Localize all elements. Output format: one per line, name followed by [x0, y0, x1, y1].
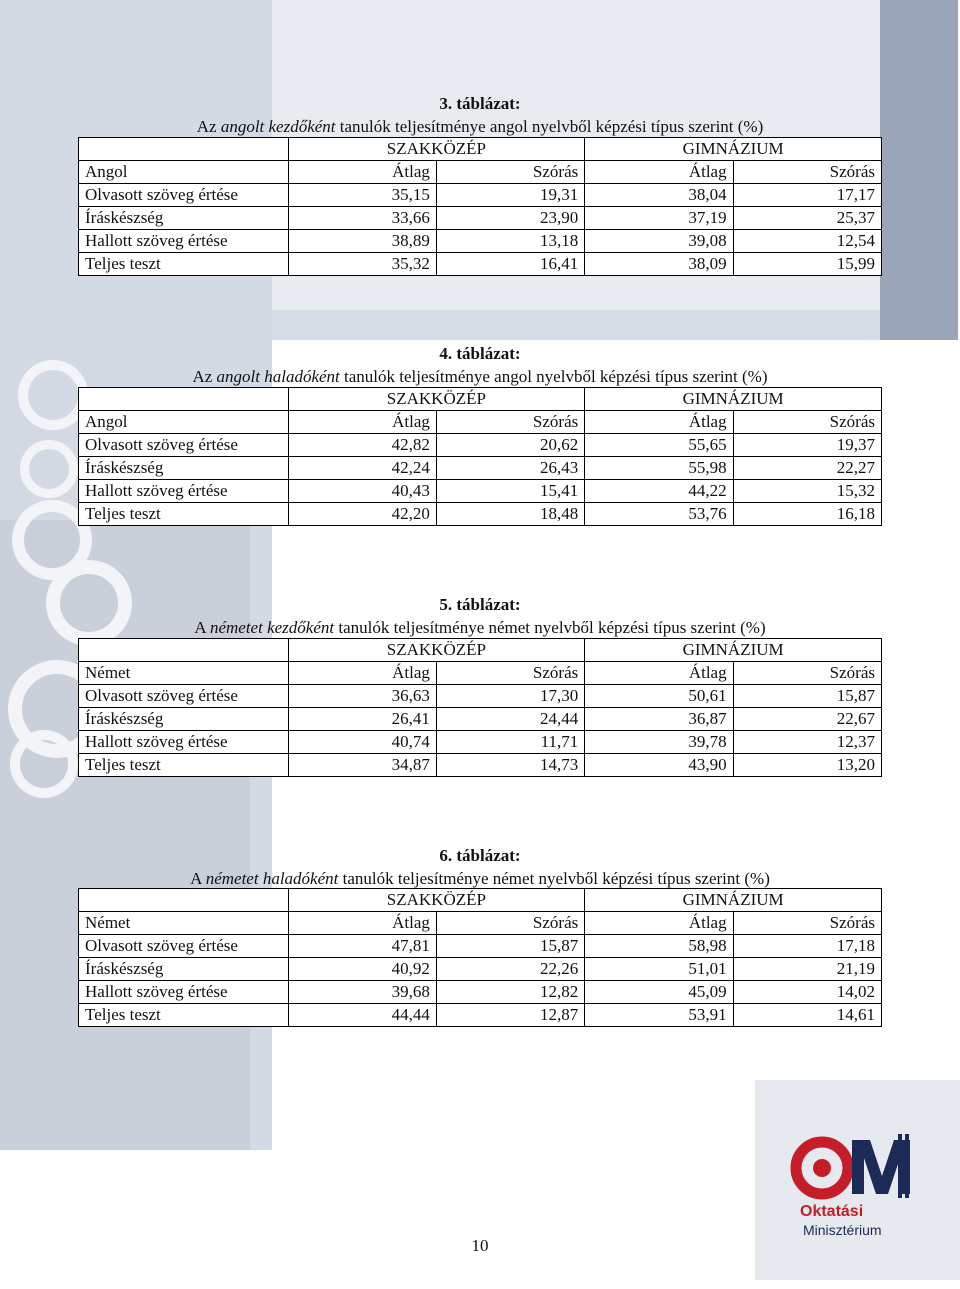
- table-cell: 53,91: [585, 1004, 733, 1027]
- table-cell: 15,99: [733, 253, 881, 276]
- group-header-szakkozep: SZAKKÖZÉP: [288, 388, 585, 411]
- table-cell: 12,37: [733, 731, 881, 754]
- row-label: Olvasott szöveg értése: [79, 434, 289, 457]
- table-cell: 18,48: [436, 503, 584, 526]
- table-cell: 19,31: [436, 184, 584, 207]
- table-cell: 42,82: [288, 434, 436, 457]
- table-5-heading: [0, 593, 960, 639]
- table-6-heading: [0, 844, 960, 890]
- table-cell: 47,81: [288, 935, 436, 958]
- group-header-szakkozep: SZAKKÖZÉP: [288, 639, 585, 662]
- table-cell-empty: [79, 639, 289, 662]
- table-cell: 17,17: [733, 184, 881, 207]
- table-cell: 26,41: [288, 708, 436, 731]
- table-cell: 16,18: [733, 503, 881, 526]
- table-number: 6. táblázat:: [439, 846, 521, 865]
- table-cell: 13,18: [436, 230, 584, 253]
- table-4-heading: [0, 342, 960, 388]
- column-header: Átlag: [288, 912, 436, 935]
- logo-text-oktatasi: Oktatási: [800, 1203, 864, 1220]
- column-header: Szórás: [436, 662, 584, 685]
- table-cell-empty: [79, 889, 289, 912]
- table-cell: 42,20: [288, 503, 436, 526]
- table-cell: 38,89: [288, 230, 436, 253]
- table-row: [79, 731, 882, 754]
- table-row: [79, 434, 882, 457]
- table-cell: 22,27: [733, 457, 881, 480]
- table-row: [79, 457, 882, 480]
- table-row: [79, 981, 882, 1004]
- row-label: Hallott szöveg értése: [79, 230, 289, 253]
- column-header: Szórás: [733, 662, 881, 685]
- table-cell: 23,90: [436, 207, 584, 230]
- table-caption: Az angolt kezdőként tanulók teljesítménye angol nyelvből képzési típus szerint (%): [196, 117, 764, 136]
- table-number: 3. táblázat:: [439, 94, 521, 113]
- column-header: Átlag: [288, 662, 436, 685]
- table-row: [79, 708, 882, 731]
- table-row: [79, 935, 882, 958]
- table-6: [78, 888, 882, 1027]
- table-cell: 50,61: [585, 685, 733, 708]
- row-label: Hallott szöveg értése: [79, 480, 289, 503]
- table-cell: 22,67: [733, 708, 881, 731]
- table-row: [79, 230, 882, 253]
- table-cell: 38,09: [585, 253, 733, 276]
- table-cell: 40,92: [288, 958, 436, 981]
- table-row: [79, 958, 882, 981]
- table-row: [79, 184, 882, 207]
- table-row: [79, 480, 882, 503]
- table-cell: 25,37: [733, 207, 881, 230]
- table-cell: 34,87: [288, 754, 436, 777]
- group-header-gimnazium: GIMNÁZIUM: [585, 138, 882, 161]
- table-number: 4. táblázat:: [439, 344, 521, 363]
- table-caption: Az angolt haladóként tanulók teljesítménye angol nyelvből képzési típus szerint (%): [192, 367, 768, 386]
- column-header: Szórás: [436, 912, 584, 935]
- column-header: Átlag: [585, 912, 733, 935]
- table-cell: 12,54: [733, 230, 881, 253]
- column-header: Szórás: [733, 912, 881, 935]
- table-cell: 44,22: [585, 480, 733, 503]
- subject-label: Német: [79, 662, 289, 685]
- table-cell: 16,41: [436, 253, 584, 276]
- table-cell: 33,66: [288, 207, 436, 230]
- group-header-gimnazium: GIMNÁZIUM: [585, 388, 882, 411]
- table-cell: 40,43: [288, 480, 436, 503]
- table-cell: 44,44: [288, 1004, 436, 1027]
- table-cell: 24,44: [436, 708, 584, 731]
- table-5: [78, 638, 882, 777]
- table-cell: 17,30: [436, 685, 584, 708]
- table-cell: 39,78: [585, 731, 733, 754]
- subject-label: Angol: [79, 411, 289, 434]
- table-cell-empty: [79, 388, 289, 411]
- table-cell: 20,62: [436, 434, 584, 457]
- table-cell: 12,87: [436, 1004, 584, 1027]
- column-header: Szórás: [436, 161, 584, 184]
- table-header-row: [79, 662, 882, 685]
- table-number: 5. táblázat:: [439, 595, 521, 614]
- table-cell: 14,02: [733, 981, 881, 1004]
- column-header: Átlag: [288, 411, 436, 434]
- table-cell: 12,82: [436, 981, 584, 1004]
- table-group-row: [79, 889, 882, 912]
- table-cell: 15,32: [733, 480, 881, 503]
- row-label: Teljes teszt: [79, 503, 289, 526]
- table-row: [79, 754, 882, 777]
- table-3-heading: [0, 92, 960, 138]
- table-cell: 38,04: [585, 184, 733, 207]
- group-header-gimnazium: GIMNÁZIUM: [585, 889, 882, 912]
- table-cell: 40,74: [288, 731, 436, 754]
- table-cell: 13,20: [733, 754, 881, 777]
- table-cell: 17,18: [733, 935, 881, 958]
- row-label: Teljes teszt: [79, 253, 289, 276]
- table-cell: 22,26: [436, 958, 584, 981]
- table-cell: 37,19: [585, 207, 733, 230]
- table-row: [79, 207, 882, 230]
- subject-label: Német: [79, 912, 289, 935]
- column-header: Szórás: [733, 411, 881, 434]
- table-row: [79, 253, 882, 276]
- column-header: Átlag: [585, 161, 733, 184]
- row-label: Olvasott szöveg értése: [79, 184, 289, 207]
- table-cell: 11,71: [436, 731, 584, 754]
- table-cell-empty: [79, 138, 289, 161]
- table-cell: 39,08: [585, 230, 733, 253]
- column-header: Átlag: [288, 161, 436, 184]
- table-cell: 55,65: [585, 434, 733, 457]
- table-row: [79, 1004, 882, 1027]
- row-label: Olvasott szöveg értése: [79, 685, 289, 708]
- table-cell: 14,61: [733, 1004, 881, 1027]
- row-label: Hallott szöveg értése: [79, 731, 289, 754]
- group-header-gimnazium: GIMNÁZIUM: [585, 639, 882, 662]
- column-header: Szórás: [436, 411, 584, 434]
- table-row: [79, 503, 882, 526]
- subject-label: Angol: [79, 161, 289, 184]
- table-cell: 36,87: [585, 708, 733, 731]
- table-caption: A németet kezdőként tanulók teljesítménye német nyelvből képzési típus szerint (%): [194, 618, 766, 637]
- column-header: Szórás: [733, 161, 881, 184]
- table-cell: 42,24: [288, 457, 436, 480]
- table-header-row: [79, 161, 882, 184]
- table-cell: 39,68: [288, 981, 436, 1004]
- table-cell: 36,63: [288, 685, 436, 708]
- column-header: Átlag: [585, 411, 733, 434]
- table-4: [78, 387, 882, 526]
- row-label: Íráskészség: [79, 708, 289, 731]
- table-cell: 51,01: [585, 958, 733, 981]
- table-cell: 15,41: [436, 480, 584, 503]
- table-header-row: [79, 912, 882, 935]
- row-label: Íráskészség: [79, 207, 289, 230]
- table-group-row: [79, 639, 882, 662]
- column-header: Átlag: [585, 662, 733, 685]
- table-caption: A németet haladóként tanulók teljesítménye német nyelvből képzési típus szerint (%): [190, 869, 770, 888]
- table-cell: 35,15: [288, 184, 436, 207]
- table-header-row: [79, 411, 882, 434]
- logo-text-miniszterium: Minisztérium: [803, 1222, 882, 1238]
- row-label: Hallott szöveg értése: [79, 981, 289, 1004]
- table-cell: 14,73: [436, 754, 584, 777]
- row-label: Olvasott szöveg értése: [79, 935, 289, 958]
- table-cell: 19,37: [733, 434, 881, 457]
- row-label: Teljes teszt: [79, 1004, 289, 1027]
- group-header-szakkozep: SZAKKÖZÉP: [288, 889, 585, 912]
- table-cell: 43,90: [585, 754, 733, 777]
- table-cell: 58,98: [585, 935, 733, 958]
- table-cell: 55,98: [585, 457, 733, 480]
- table-cell: 15,87: [733, 685, 881, 708]
- row-label: Teljes teszt: [79, 754, 289, 777]
- table-3: [78, 137, 882, 276]
- group-header-szakkozep: SZAKKÖZÉP: [288, 138, 585, 161]
- table-cell: 45,09: [585, 981, 733, 1004]
- table-cell: 26,43: [436, 457, 584, 480]
- table-cell: 35,32: [288, 253, 436, 276]
- table-cell: 53,76: [585, 503, 733, 526]
- row-label: Íráskészség: [79, 958, 289, 981]
- table-cell: 21,19: [733, 958, 881, 981]
- table-cell: 15,87: [436, 935, 584, 958]
- row-label: Íráskészség: [79, 457, 289, 480]
- table-row: [79, 685, 882, 708]
- table-group-row: [79, 138, 882, 161]
- page-number: 10: [471, 1236, 489, 1255]
- table-group-row: [79, 388, 882, 411]
